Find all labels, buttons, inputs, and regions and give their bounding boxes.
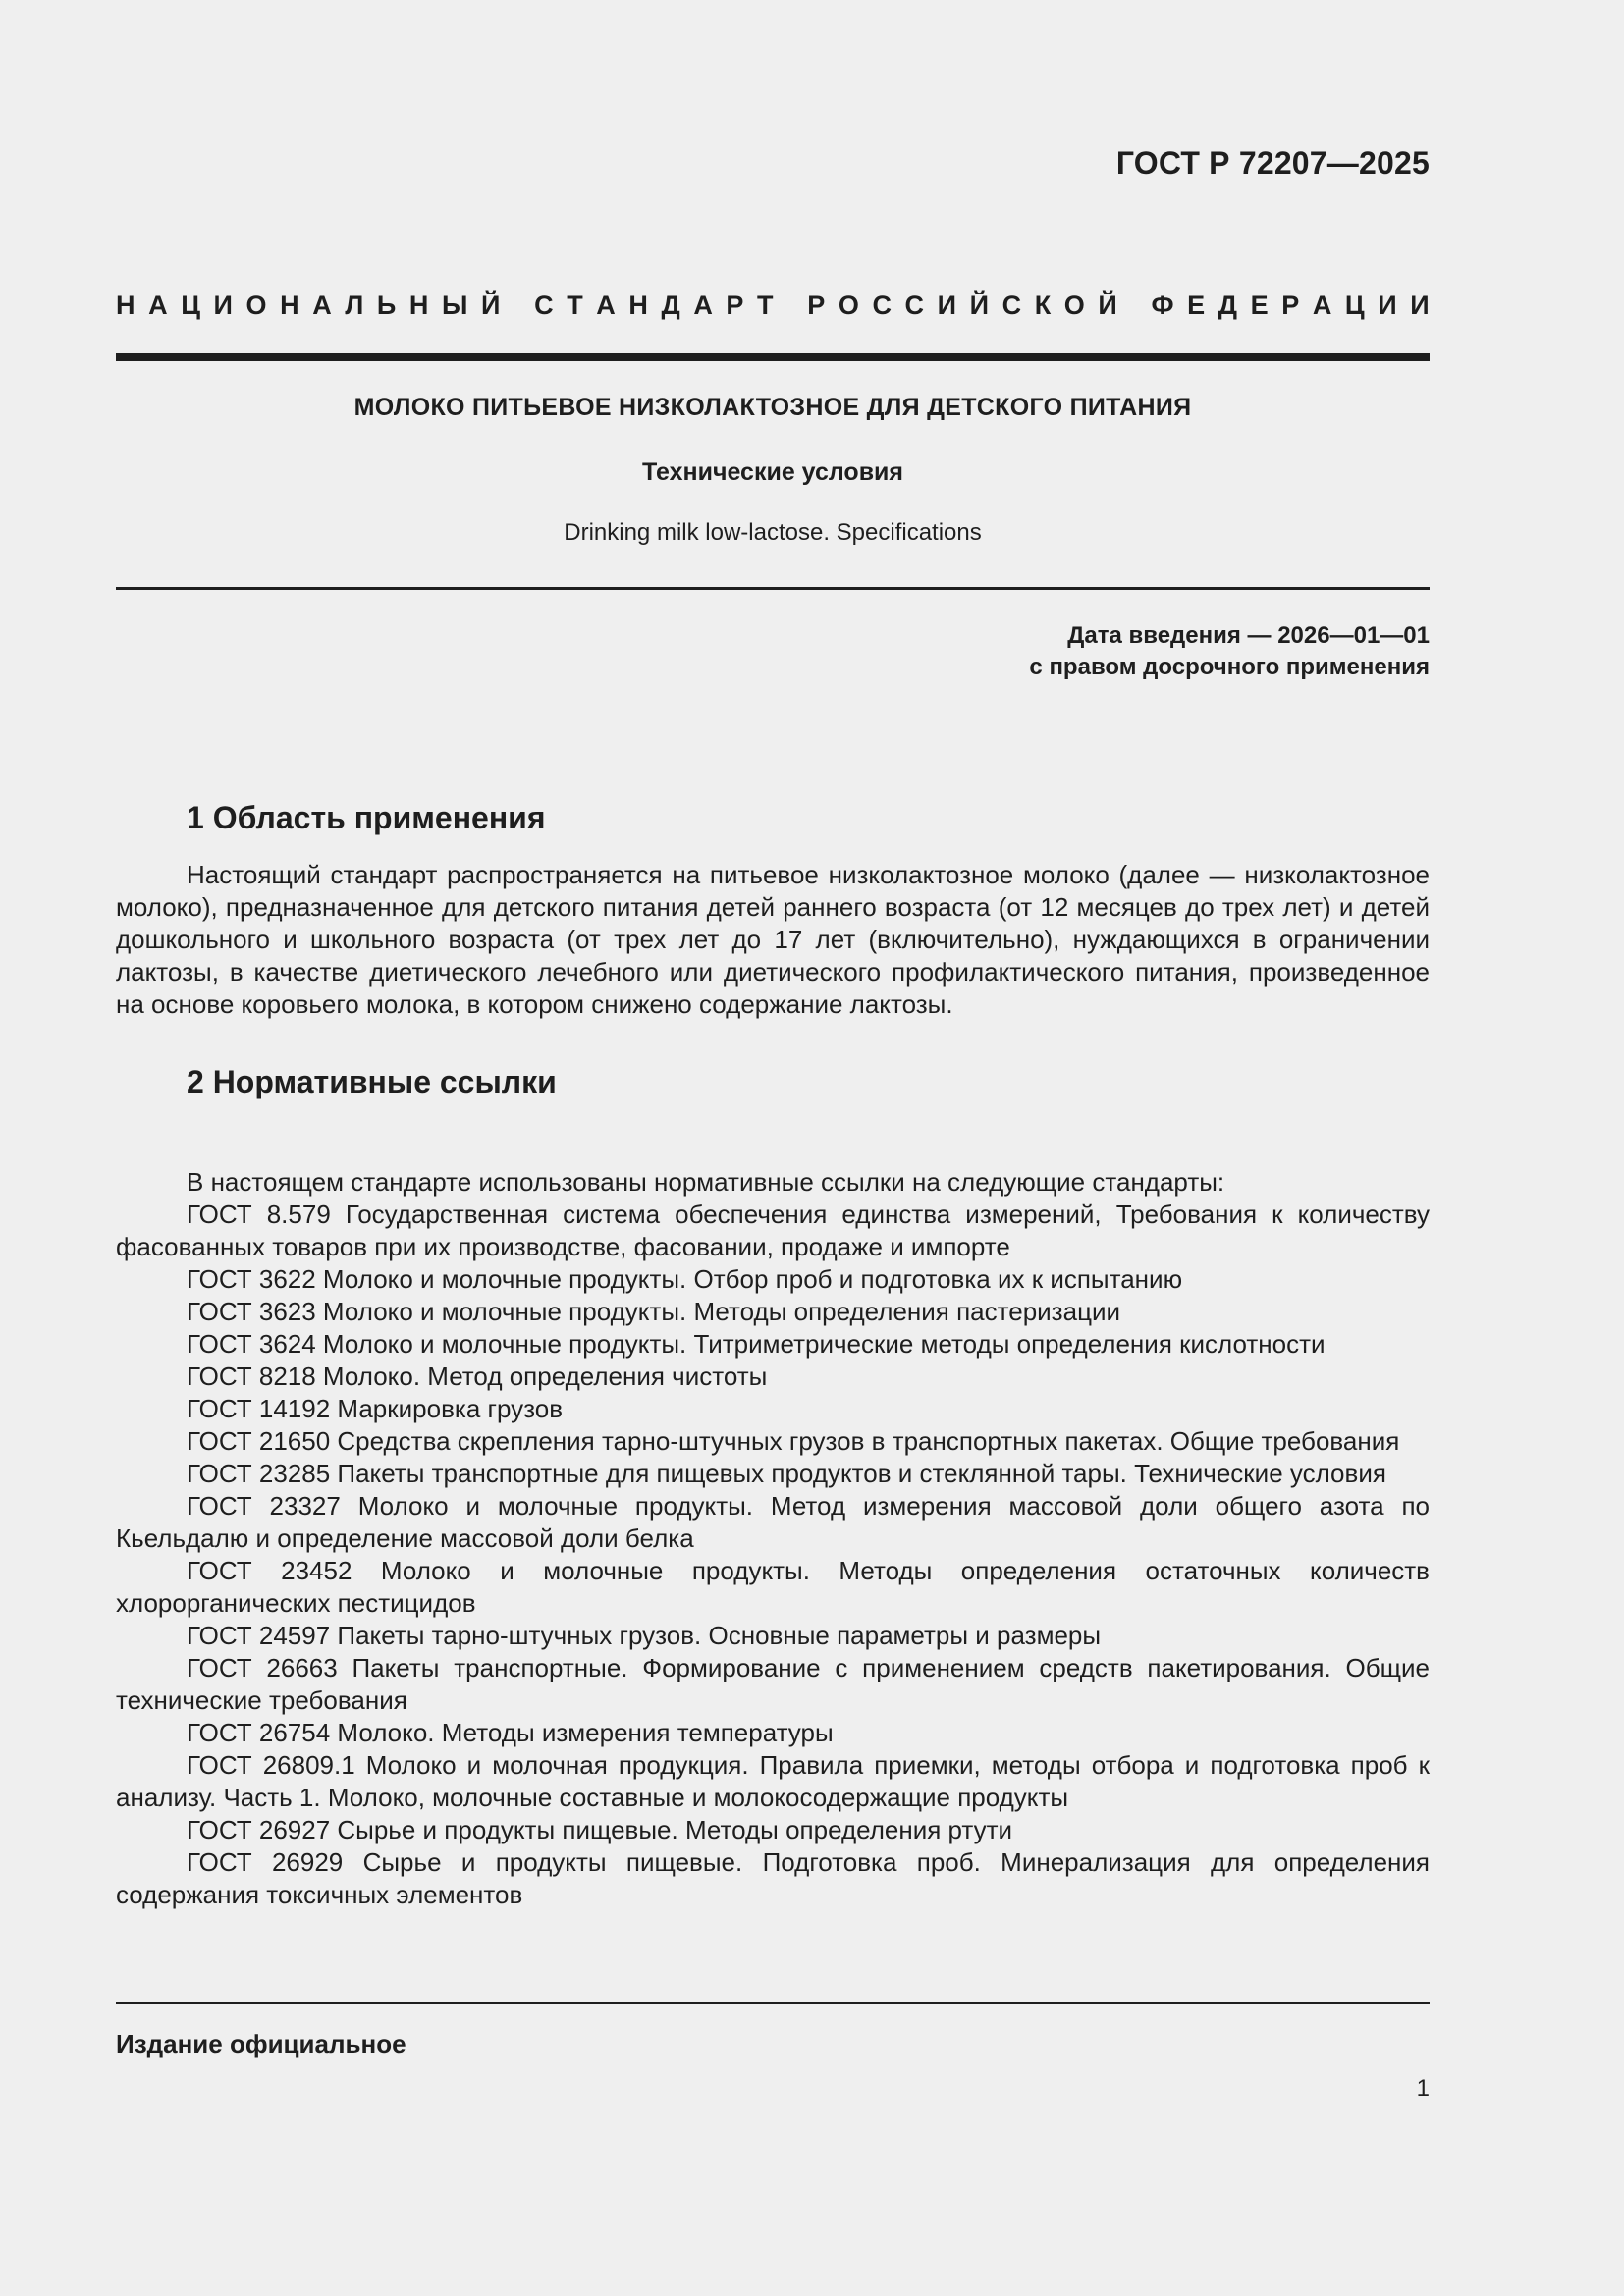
banner-letter: Ф [1151, 291, 1174, 320]
doc-code: ГОСТ Р 72207—2025 [1115, 145, 1430, 181]
references-intro: В настоящем стандарте использованы нормативные ссылки на следующие стандарты: [187, 1167, 1225, 1197]
reference-item: ГОСТ 8.579 Государственная система обеспечения единства измерений, Требования к количеству фасованных товаров при их производстве, фасовании, продаже и импорте [116, 1200, 1430, 1261]
title-divider [116, 587, 1430, 590]
banner-letter: И [213, 291, 233, 320]
banner-letter: Р [726, 291, 744, 320]
banner-letter: Н [628, 291, 648, 320]
banner-letter: Е [1250, 291, 1269, 320]
banner-letter: Ц [181, 291, 200, 320]
banner-letter: Н [116, 291, 135, 320]
reference-item: ГОСТ 26663 Пакеты транспортные. Формирование с применением средств пакетирования. Общие технические требования [116, 1653, 1430, 1715]
reference-item: ГОСТ 23327 Молоко и молочные продукты. Метод измерения массовой доли общего азота по Кьельдалю и определение массовой доли белка [116, 1491, 1430, 1553]
banner-letter: Р [1281, 291, 1300, 320]
banner-letter: А [693, 291, 713, 320]
banner-letter: И [937, 291, 957, 320]
banner-letter: И [1378, 291, 1397, 320]
section-1-text: Настоящий стандарт распространяется на питьевое низколактозное молоко (далее — низколактозное молоко), предназначенное для детского питания детей раннего возраста (от 12 месяцев до трех лет) и детей дошкольного и школьного возраста (от трех лет до 17 лет (включительно), нуждающихся в ограничении лактозы, в качестве диетического лечебного или диетического профилактического питания, произведенное на основе коровьего молока, в котором снижено содержание лактозы. [116, 860, 1430, 1019]
banner-letter: К [1034, 291, 1052, 320]
banner-letter: Т [757, 291, 774, 320]
reference-item: ГОСТ 14192 Маркировка грузов [187, 1394, 564, 1423]
banner-letter: Й [969, 291, 990, 320]
banner-letter: А [596, 291, 616, 320]
banner-letter: О [838, 291, 859, 320]
reference-item: ГОСТ 21650 Средства скрепления тарно-штучных грузов в транспортных пакетах. Общие требования [187, 1426, 1400, 1456]
banner-space [1130, 291, 1138, 321]
banner-space [514, 291, 521, 321]
banner-letter: И [1410, 291, 1430, 320]
early-application-line: с правом досрочного применения [1029, 654, 1430, 680]
banner-letter: Д [661, 291, 680, 320]
banner-letter: О [245, 291, 267, 320]
reference-item: ГОСТ 26927 Сырье и продукты пищевые. Методы определения ртути [187, 1815, 1013, 1844]
banner-letter: Л [345, 291, 364, 320]
banner-letter: Е [1187, 291, 1206, 320]
banner-space [786, 291, 794, 321]
banner-letter: А [1312, 291, 1332, 320]
banner-letter: Ь [376, 291, 397, 320]
national-standard-banner [116, 291, 1430, 321]
banner-letter: Н [280, 291, 299, 320]
introduction-date [1029, 620, 1430, 683]
section-1-heading: 1 Область применения [187, 800, 546, 835]
reference-item: ГОСТ 8218 Молоко. Метод определения чистоты [187, 1362, 768, 1391]
official-edition-label: Издание официальное [116, 2029, 406, 2058]
normative-references-list [116, 1166, 1430, 1911]
banner-letter: А [312, 291, 332, 320]
page-number: 1 [1416, 2075, 1430, 2102]
banner-letter: О [1063, 291, 1085, 320]
banner-letter: Й [1098, 291, 1117, 320]
banner-letter: Р [807, 291, 826, 320]
reference-item: ГОСТ 26929 Сырье и продукты пищевые. Подготовка проб. Минерализация для определения содержания токсичных элементов [116, 1847, 1430, 1909]
banner-letter: Й [480, 291, 501, 320]
reference-item: ГОСТ 23452 Молоко и молочные продукты. Методы определения остаточных количеств хлорорганических пестицидов [116, 1556, 1430, 1618]
banner-letter: Д [1218, 291, 1238, 320]
banner-letter: С [904, 291, 925, 320]
reference-item: ГОСТ 3622 Молоко и молочные продукты. Отбор проб и подготовка их к испытанию [187, 1264, 1183, 1294]
banner-letter: Ц [1344, 291, 1365, 320]
document-title: МОЛОКО ПИТЬЕВОЕ НИЗКОЛАКТОЗНОЕ ДЛЯ ДЕТСКОГО ПИТАНИЯ [353, 394, 1192, 421]
reference-item: ГОСТ 26754 Молоко. Методы измерения температуры [187, 1718, 834, 1747]
banner-letter: Т [567, 291, 583, 320]
reference-item: ГОСТ 24597 Пакеты тарно-штучных грузов. Основные параметры и размеры [187, 1621, 1102, 1650]
banner-letter: Н [408, 291, 429, 320]
reference-item: ГОСТ 3623 Молоко и молочные продукты. Методы определения пастеризации [187, 1297, 1121, 1326]
reference-item: ГОСТ 26809.1 Молоко и молочная продукция. Правила приемки, методы отбора и подготовка проб к анализу. Часть 1. Молоко, молочные составные и молокосодержащие продукты [116, 1750, 1430, 1812]
banner-letter: С [534, 291, 554, 320]
banner-letter: Ы [441, 291, 468, 320]
banner-letter: С [1001, 291, 1022, 320]
reference-item: ГОСТ 3624 Молоко и молочные продукты. Титриметрические методы определения кислотности [187, 1329, 1326, 1359]
document-subtitle: Технические условия [641, 458, 904, 486]
introduction-date-line: Дата введения — 2026—01—01 [1067, 622, 1430, 649]
banner-letter: А [148, 291, 168, 320]
thick-divider [116, 353, 1430, 361]
document-title-english: Drinking milk low-lactose. Specifications [564, 519, 982, 546]
footer-divider [116, 2002, 1430, 2004]
banner-letter: С [872, 291, 892, 320]
section-2-heading: 2 Нормативные ссылки [187, 1064, 557, 1099]
reference-item: ГОСТ 23285 Пакеты транспортные для пищевых продуктов и стеклянной тары. Технические условия [187, 1459, 1386, 1488]
